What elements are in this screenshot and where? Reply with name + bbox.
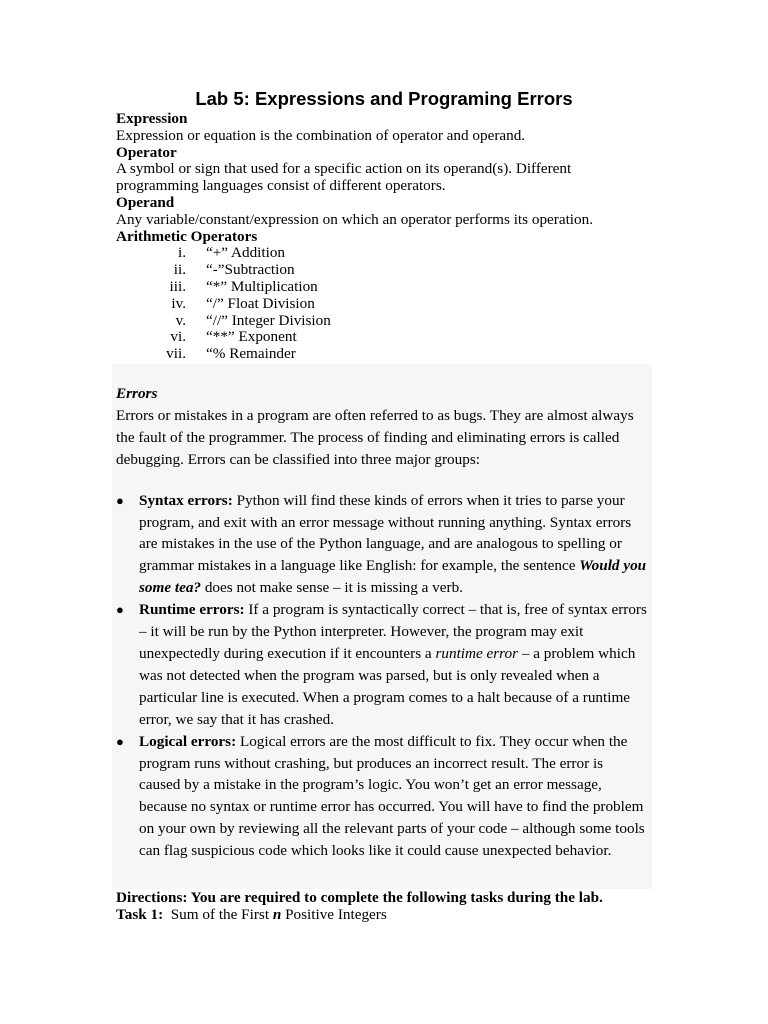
logical-errors-text: Logical errors are the most difficult to fix. They occur when the program runs without crashing, but produces an incorrect result. The error is caused by a mistake in the program’s logic. You won’t get an error message, because no syntax or runtime error has occurred. You will have to find the problem on your own by reviewing all the relevant parts of your code – although some tools can flag suspicious code which looks like it could cause unexpected behavior. [139,732,645,860]
list-item [116,245,636,262]
list-item [116,490,648,600]
operand-text: Any variable/constant/expression on which an operator performs its operation. [116,210,594,228]
directions-section [116,889,676,923]
syntax-errors-text-end: does not make sense – it is missing a verb. [201,579,463,597]
errors-heading: Errors [116,385,158,402]
runtime-errors-text: If a program is syntactically correct – that is, free of syntax errors – it will be run by the Python interpreter. However, the program may exit unexpectedly during execution if it encounters a [139,601,647,662]
errors-section [116,383,648,862]
syntax-example: Would you some tea? [139,557,647,597]
list-item [116,262,636,279]
task1-n: n [272,906,282,923]
errors-intro: Errors or mistakes in a program are often referred to as bugs. They are almost always the fault of the programmer. The process of finding and eliminating errors is called debugging. Errors can be classified into three major groups: [116,406,634,468]
list-number: vi. [170,328,186,346]
list-item [116,296,636,313]
list-item [116,279,636,296]
list-item [116,599,648,730]
bullet-icon: ● [116,602,124,618]
arithmetic-heading: Arithmetic Operators [116,227,258,245]
task1-line [116,906,676,923]
list-text: “/” Float Division [206,294,315,312]
runtime-errors-text-end: – a problem which was not detected when the program was parsed, but is only revealed when a particular line is executed. When a program comes to a halt because of a runtime error, we say that it has crashed. [139,644,636,728]
runtime-errors-label: Runtime errors: [139,601,245,619]
expression-text: Expression or equation is the combination of operator and operand. [116,126,526,144]
list-number: v. [175,311,186,329]
syntax-errors-text: Python will find these kinds of errors when it tries to parse your program, and exit with an error message without running anything. Syntax errors are mistakes in the use of the Python language, and are analogous to spelling or grammar mistakes in a language like English: for example, the sentence [139,491,632,575]
operator-text-line1: A symbol or sign that used for a specific action on its operand(s). Different [116,160,572,178]
list-number: iii. [169,277,186,295]
logical-errors-label: Logical errors: [139,732,237,750]
operator-heading: Operator [116,143,177,161]
list-item [116,731,648,862]
page-title: Lab 5: Expressions and Programing Errors [195,88,573,109]
syntax-errors-label: Syntax errors: [139,491,233,509]
directions-text: Directions: You are required to complete the following tasks during the lab. [116,889,603,906]
task1-label: Task 1: [116,906,164,923]
list-item [116,329,636,346]
task1-text: Sum of the First [163,906,273,923]
definitions-section [116,111,636,363]
list-item [116,313,636,330]
arithmetic-operators-list [116,245,636,363]
list-number: i. [177,244,186,262]
bullet-icon: ● [116,492,124,508]
list-number: vii. [166,345,186,363]
list-text: “*” Multiplication [206,277,318,295]
task1-text-end: Positive Integers [281,906,387,923]
list-number: iv. [171,294,186,312]
operand-heading: Operand [116,193,175,211]
list-text: “+” Addition [206,244,286,262]
expression-heading: Expression [116,110,188,127]
error-types-list [116,490,648,862]
list-number: ii. [173,261,186,279]
list-text: “% Remainder [206,345,296,363]
runtime-error-term: runtime error [435,644,519,662]
bullet-icon: ● [116,733,124,749]
list-item [116,346,636,363]
operator-text-line2: programming languages consist of different operators. [116,177,446,195]
list-text: “-”Subtraction [206,261,295,279]
list-text: “//” Integer Division [206,311,331,329]
list-text: “**” Exponent [206,328,297,346]
